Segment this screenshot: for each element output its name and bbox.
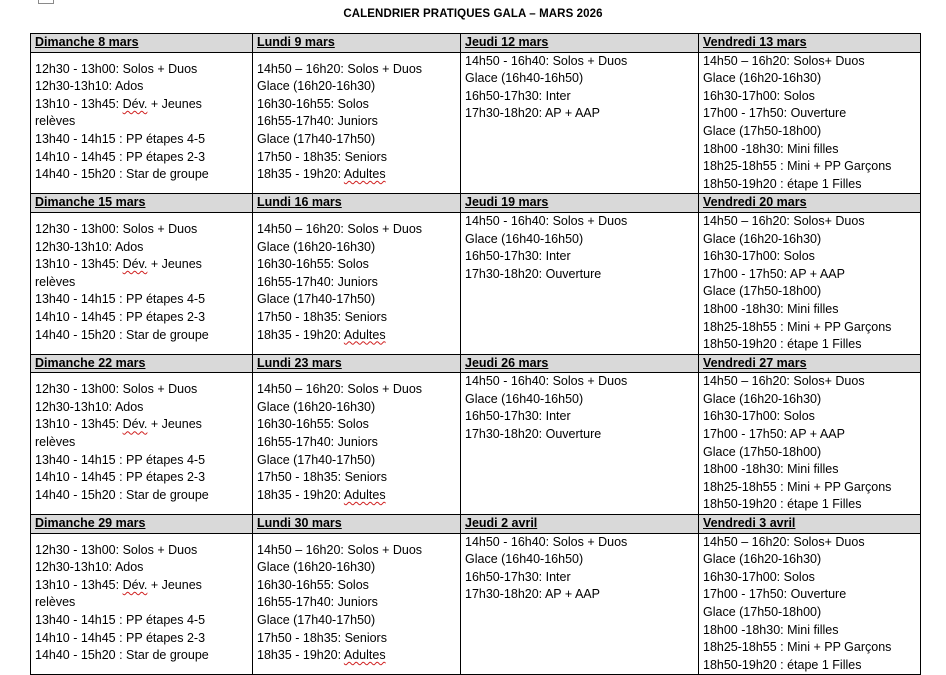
day-schedule-vendredi [699,52,921,194]
day-header-dimanche: Dimanche 22 mars [31,354,253,373]
schedule-line: 16h30-17h00: Solos [703,409,815,424]
day-header-dimanche: Dimanche 8 mars [31,34,253,53]
schedule-line: 17h50 - 18h35: Seniors [257,470,387,485]
schedule-line: Glace (17h40-17h50) [257,292,376,307]
schedule-line: 13h10 - 13h45: Dév. + Jeunes [35,257,202,272]
week-schedule-row [31,212,921,354]
schedule-line: Glace (16h40-16h50) [465,391,584,406]
day-schedule-vendredi [699,212,921,354]
day-schedule-dimanche [31,52,253,194]
day-header-lundi: Lundi 16 mars [253,194,461,213]
schedule-line: 17h00 - 17h50: AP + AAP [703,427,845,442]
schedule-line: Glace (16h20-16h30) [257,79,376,94]
day-schedule-jeudi [461,212,699,354]
schedule-body [31,34,921,675]
day-schedule-dimanche [31,373,253,515]
schedule-line: 14h50 - 16h40: Solos + Duos [465,53,628,68]
schedule-line: relèves [35,274,76,289]
schedule-line: Glace (16h40-16h50) [465,71,584,86]
schedule-line: 14h40 - 15h20 : Star de groupe [35,487,209,502]
schedule-line: Glace (16h40-16h50) [465,231,584,246]
schedule-line: 18h00 -18h30: Mini filles [703,301,839,316]
schedule-line: 16h30-16h55: Solos [257,257,369,272]
schedule-line: Glace (16h20-16h30) [703,71,822,86]
day-schedule-lundi [253,212,461,354]
schedule-line: 13h10 - 13h45: Dév. + Jeunes [35,96,202,111]
schedule-line: 18h00 -18h30: Mini filles [703,462,839,477]
day-schedule-dimanche [31,212,253,354]
day-header-lundi: Lundi 9 mars [253,34,461,53]
week-schedule-row [31,373,921,515]
schedule-line: 16h55-17h40: Juniors [257,274,378,289]
day-header-jeudi: Jeudi 12 mars [461,34,699,53]
schedule-line: 16h30-16h55: Solos [257,577,369,592]
schedule-line: Glace (17h50-18h00) [703,123,822,138]
schedule-line: 17h50 - 18h35: Seniors [257,149,387,164]
schedule-line: 16h50-17h30: Inter [465,569,571,584]
week-schedule-row [31,52,921,194]
schedule-line: Glace (17h50-18h00) [703,444,822,459]
day-header-dimanche: Dimanche 15 mars [31,194,253,213]
schedule-line: 17h30-18h20: AP + AAP [465,106,600,121]
schedule-line: 14h50 - 16h40: Solos + Duos [465,213,628,228]
schedule-line: 13h40 - 14h15 : PP étapes 4-5 [35,452,206,467]
schedule-line: 18h35 - 19h20: Adultes [257,487,386,502]
day-schedule-jeudi [461,52,699,194]
schedule-line: 12h30 - 13h00: Solos + Duos [35,221,198,236]
schedule-line: 18h25-18h55 : Mini + PP Garçons [703,159,892,174]
schedule-line: 18h35 - 19h20: Adultes [257,327,386,342]
schedule-line: 12h30-13h10: Ados [35,79,144,94]
schedule-line: 12h30 - 13h00: Solos + Duos [35,61,198,76]
schedule-line: 12h30-13h10: Ados [35,560,144,575]
schedule-line: 17h00 - 17h50: Ouverture [703,106,847,121]
schedule-line: relèves [35,595,76,610]
schedule-line: 14h10 - 14h45 : PP étapes 2-3 [35,630,206,645]
schedule-line: 16h55-17h40: Juniors [257,435,378,450]
schedule-line: 16h30-17h00: Solos [703,249,815,264]
schedule-line: 18h00 -18h30: Mini filles [703,622,839,637]
schedule-line: 16h30-16h55: Solos [257,417,369,432]
schedule-line: 14h40 - 15h20 : Star de groupe [35,167,209,182]
schedule-line: 14h50 – 16h20: Solos+ Duos [703,374,865,389]
day-schedule-jeudi [461,533,699,675]
day-header-jeudi: Jeudi 26 mars [461,354,699,373]
schedule-line: 17h30-18h20: AP + AAP [465,587,600,602]
schedule-line: 12h30 - 13h00: Solos + Duos [35,542,198,557]
schedule-line: 17h00 - 17h50: AP + AAP [703,266,845,281]
schedule-line: 16h50-17h30: Inter [465,88,571,103]
schedule-line: 16h55-17h40: Juniors [257,595,378,610]
schedule-line: Glace (16h20-16h30) [257,560,376,575]
schedule-line: Glace (17h40-17h50) [257,131,376,146]
schedule-line: Glace (16h20-16h30) [257,239,376,254]
day-schedule-vendredi [699,533,921,675]
day-schedule-vendredi [699,373,921,515]
schedule-line: 14h10 - 14h45 : PP étapes 2-3 [35,309,206,324]
schedule-line: 16h55-17h40: Juniors [257,114,378,129]
schedule-line: Glace (16h20-16h30) [257,399,376,414]
schedule-line: 14h50 – 16h20: Solos+ Duos [703,53,865,68]
schedule-line: 13h40 - 14h15 : PP étapes 4-5 [35,131,206,146]
day-header-jeudi: Jeudi 2 avril [461,515,699,534]
schedule-line: 17h50 - 18h35: Seniors [257,630,387,645]
schedule-line: 14h50 – 16h20: Solos + Duos [257,542,423,557]
schedule-line: Glace (17h40-17h50) [257,452,376,467]
page-corner-mark [38,0,54,4]
schedule-line: 14h50 – 16h20: Solos + Duos [257,221,423,236]
day-header-vendredi: Vendredi 20 mars [699,194,921,213]
page-title: CALENDRIER PRATIQUES GALA – MARS 2026 [343,8,603,20]
schedule-line: 14h50 – 16h20: Solos + Duos [257,382,423,397]
week-header-row [31,515,921,534]
day-schedule-lundi [253,533,461,675]
schedule-line: 16h30-17h00: Solos [703,88,815,103]
day-schedule-dimanche [31,533,253,675]
schedule-line: relèves [35,114,76,129]
schedule-table [30,33,921,675]
schedule-line: 14h10 - 14h45 : PP étapes 2-3 [35,470,206,485]
schedule-line: 16h50-17h30: Inter [465,249,571,264]
schedule-line: Glace (16h20-16h30) [703,231,822,246]
schedule-line: 12h30-13h10: Ados [35,399,144,414]
schedule-line: 18h25-18h55 : Mini + PP Garçons [703,479,892,494]
schedule-line: 17h30-18h20: Ouverture [465,266,602,281]
day-header-vendredi: Vendredi 13 mars [699,34,921,53]
week-header-row [31,34,921,53]
day-schedule-lundi [253,373,461,515]
schedule-line: 17h50 - 18h35: Seniors [257,309,387,324]
schedule-line: Glace (16h20-16h30) [703,552,822,567]
schedule-line: 13h40 - 14h15 : PP étapes 4-5 [35,292,206,307]
schedule-line: 14h40 - 15h20 : Star de groupe [35,327,209,342]
schedule-line: 17h30-18h20: Ouverture [465,427,602,442]
schedule-line: relèves [35,435,76,450]
day-header-jeudi: Jeudi 19 mars [461,194,699,213]
schedule-line: 14h50 - 16h40: Solos + Duos [465,534,628,549]
schedule-line: 16h30-16h55: Solos [257,96,369,111]
schedule-line: 16h30-17h00: Solos [703,569,815,584]
schedule-line: Glace (17h40-17h50) [257,613,376,627]
schedule-line: 14h50 - 16h40: Solos + Duos [465,374,628,389]
schedule-line: 14h50 – 16h20: Solos+ Duos [703,213,865,228]
schedule-line: 18h50-19h20 : étape 1 Filles [703,337,862,352]
schedule-line: 17h00 - 17h50: Ouverture [703,587,847,602]
schedule-line: 18h00 -18h30: Mini filles [703,141,839,156]
schedule-line: 18h35 - 19h20: Adultes [257,167,386,182]
day-schedule-lundi [253,52,461,194]
schedule-line: 14h40 - 15h20 : Star de groupe [35,648,209,663]
day-header-lundi: Lundi 23 mars [253,354,461,373]
schedule-line: 18h35 - 19h20: Adultes [257,648,386,663]
schedule-line: 18h50-19h20 : étape 1 Filles [703,657,862,672]
week-header-row [31,194,921,213]
schedule-line: 14h50 – 16h20: Solos + Duos [257,61,423,76]
schedule-line: Glace (16h20-16h30) [703,391,822,406]
day-header-vendredi: Vendredi 3 avril [699,515,921,534]
schedule-line: 18h25-18h55 : Mini + PP Garçons [703,319,892,334]
schedule-line: 12h30-13h10: Ados [35,239,144,254]
schedule-line: Glace (16h40-16h50) [465,552,584,567]
day-header-vendredi: Vendredi 27 mars [699,354,921,373]
schedule-line: 18h50-19h20 : étape 1 Filles [703,497,862,512]
schedule-line: 13h10 - 13h45: Dév. + Jeunes [35,577,202,592]
schedule-line: 18h50-19h20 : étape 1 Filles [703,176,862,191]
week-header-row [31,354,921,373]
day-header-dimanche: Dimanche 29 mars [31,515,253,534]
schedule-line: 18h25-18h55 : Mini + PP Garçons [703,640,892,655]
day-header-lundi: Lundi 30 mars [253,515,461,534]
schedule-line: Glace (17h50-18h00) [703,284,822,299]
schedule-line: 14h10 - 14h45 : PP étapes 2-3 [35,149,206,164]
day-schedule-jeudi [461,373,699,515]
schedule-line: 12h30 - 13h00: Solos + Duos [35,382,198,397]
schedule-line: 13h40 - 14h15 : PP étapes 4-5 [35,613,206,627]
week-schedule-row [31,533,921,675]
schedule-line: 13h10 - 13h45: Dév. + Jeunes [35,417,202,432]
schedule-line: 16h50-17h30: Inter [465,409,571,424]
schedule-line: 14h50 – 16h20: Solos+ Duos [703,534,865,549]
schedule-line: Glace (17h50-18h00) [703,605,822,619]
